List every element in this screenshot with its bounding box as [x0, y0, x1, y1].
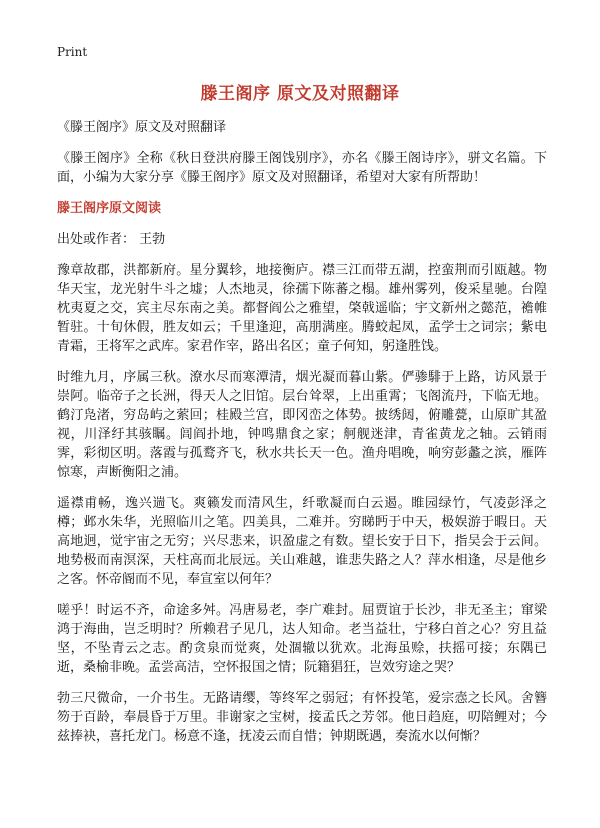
intro-paragraph: 《滕王阁序》全称《秋日登洪府滕王阁饯别序》，亦名《滕王阁诗序》，骈文名篇。下面，小编为大家分享《滕王阁序》原文及对照翻译，希望对大家有所帮助！ [57, 151, 547, 185]
text-paragraph-1: 豫章故郡，洪都新府。星分翼轸，地接衡庐。襟三江而带五湖，控蛮荆而引瓯越。物华天宝，龙光射牛斗之墟；人杰地灵，徐孺下陈蕃之榻。雄州雾列，俊采星驰。台隍枕夷夏之交，宾主尽东南之美。都督阎公之雅望，棨戟遥临；宇文新州之懿范，襜帷暂驻。十旬休假，胜友如云；千里逢迎，高朋满座。腾蛟起凤，孟学士之词宗；紫电青霜，王将军之武库。家君作宰，路出名区；童子何知，躬逢胜饯。 [57, 263, 547, 354]
text-paragraph-5: 勃三尺微命，一介书生。无路请缨，等终军之弱冠；有怀投笔，爱宗悫之长风。舍簪笏于百龄，奉晨昏于万里。非谢家之宝树，接孟氏之芳邻。他日趋庭，叨陪鲤对；今兹捧袂，喜托龙门。杨意不逢，抚凌云而自惜；钟期既遇，奏流水以何惭？ [57, 691, 547, 744]
text-paragraph-4: 嗟乎！时运不齐，命途多舛。冯唐易老，李广难封。屈贾谊于长沙，非无圣主；窜梁鸿于海曲，岂乏明时？所赖君子见几，达人知命。老当益壮，宁移白首之心？穷且益坚，不坠青云之志。酌贪泉而觉爽，处涸辙以犹欢。北海虽赊，扶摇可接；东隅已逝，桑榆非晚。孟尝高洁，空怀报国之情；阮籍猖狂，岂效穷途之哭？ [57, 603, 547, 675]
article-body [57, 118, 547, 758]
section-heading: 滕王阁序原文阅读 [57, 201, 162, 216]
page-title: 滕王阁序 原文及对照翻译 [200, 84, 400, 104]
source-line: 出处或作者： 王勃 [57, 232, 166, 247]
breadcrumb: 《滕王阁序》原文及对照翻译 [57, 120, 227, 135]
text-paragraph-2: 时维九月，序属三秋。潦水尽而寒潭清，烟光凝而暮山紫。俨骖騑于上路，访风景于崇阿。临帝子之长洲，得天人之旧馆。层台耸翠，上出重霄；飞阁流丹，下临无地。鹤汀凫渚，穷岛屿之萦回；桂殿兰宫，即冈峦之体势。披绣闼，俯雕甍，山原旷其盈视，川泽纡其骇瞩。闾阎扑地，钟鸣鼎食之家；舸舰迷津，青雀黄龙之轴。云销雨霁，彩彻区明。落霞与孤鹜齐飞，秋水共长天一色。渔舟唱晚，响穷彭蠡之滨，雁阵惊寒，声断衡阳之浦。 [57, 370, 547, 480]
text-paragraph-3: 遥襟甫畅，逸兴遄飞。爽籁发而清风生，纤歌凝而白云遏。睢园绿竹，气凌彭泽之樽；邺水朱华，光照临川之笔。四美具，二难并。穷睇眄于中天，极娱游于暇日。天高地迥，觉宇宙之无穷；兴尽悲来，识盈虚之有数。望长安于日下，指吴会于云间。地势极而南溟深，天柱高而北辰远。关山难越，谁悲失路之人？萍水相逢，尽是他乡之客。怀帝阍而不见，奉宣室以何年？ [57, 496, 547, 587]
print-link[interactable]: Print [57, 45, 88, 59]
